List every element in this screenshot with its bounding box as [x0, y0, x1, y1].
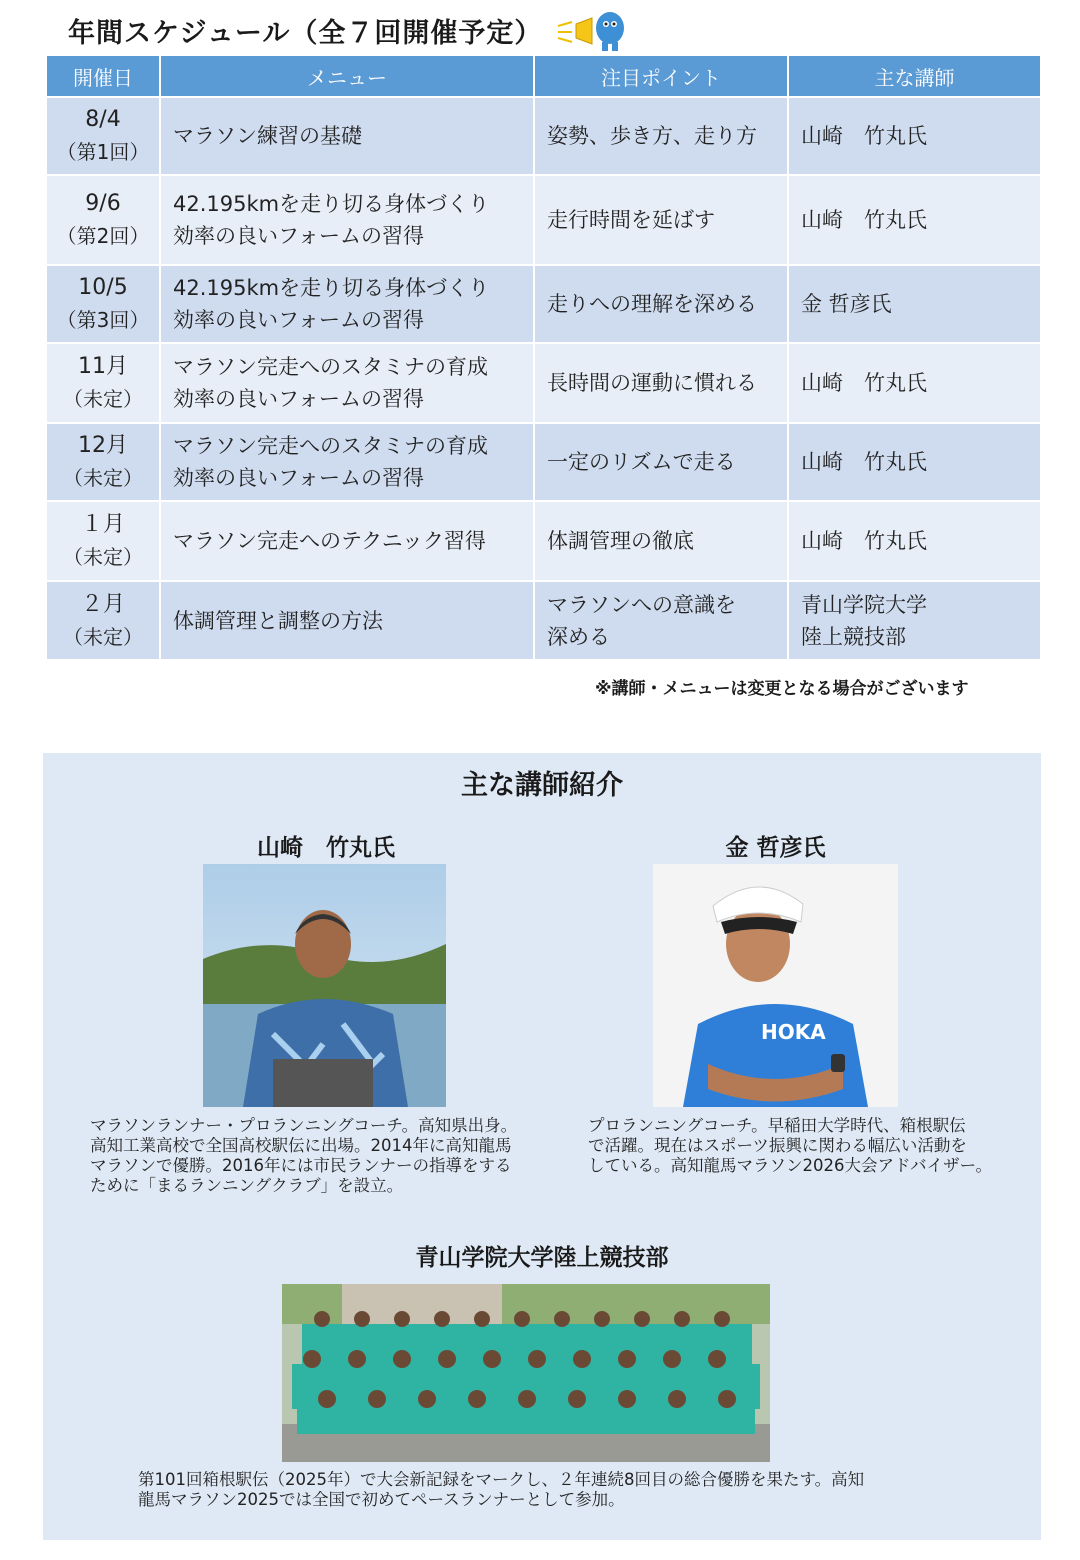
point-cell: [535, 424, 787, 500]
team-desc-aogaku: [138, 1470, 1018, 1510]
team-photo-image: [282, 1284, 770, 1462]
session-text: （第1回）: [56, 140, 150, 164]
menu-line: マラソン完走へのスタミナの育成: [173, 355, 488, 379]
photo-aogaku-team: [282, 1284, 770, 1462]
mascot-megaphone-icon: [556, 8, 628, 52]
instructor-cell: [789, 502, 1040, 580]
menu-cell: [161, 98, 533, 174]
page-title: 年間スケジュール（全７回開催予定）: [68, 17, 543, 49]
date-text: 12月: [78, 433, 128, 458]
menu-line: 42.195kmを走り切る身体づくり: [173, 192, 490, 216]
point-line: 長時間の運動に慣れる: [547, 371, 757, 395]
table-row: [47, 344, 1040, 422]
table-row: [47, 502, 1040, 580]
point-cell: [535, 502, 787, 580]
point-line: 走行時間を延ばす: [547, 208, 715, 232]
session-text: （未定）: [63, 624, 143, 649]
menu-line: 体調管理と調整の方法: [173, 608, 383, 633]
column-header-point: 注目ポイント: [535, 56, 787, 96]
desc-line: ために「まるランニングクラブ」を設立。: [90, 1176, 404, 1195]
point-line: 走りへの理解を深める: [547, 292, 757, 316]
menu-cell: [161, 582, 533, 659]
menu-line: 42.195kmを走り切る身体づくり: [173, 276, 490, 300]
menu-line: 効率の良いフォームの習得: [173, 387, 424, 411]
point-cell: [535, 266, 787, 342]
menu-line: マラソン完走へのスタミナの育成: [173, 434, 488, 458]
desc-line: している。高知龍馬マラソン2026大会アドバイザー。: [588, 1156, 993, 1175]
instructor-line: 陸上競技部: [801, 624, 906, 649]
table-header-row: [47, 56, 1040, 96]
menu-line: 効率の良いフォームの習得: [173, 308, 424, 332]
menu-line: 効率の良いフォームの習得: [173, 466, 424, 490]
instructor-line: 山崎 竹丸氏: [801, 450, 927, 474]
desc-line: プロランニングコーチ。早稲田大学時代、箱根駅伝: [588, 1116, 966, 1135]
table-row: [47, 424, 1040, 500]
date-text: １月: [80, 512, 125, 537]
instructor-intro-section: [43, 753, 1041, 1540]
instructor-desc-kin: [588, 1116, 1028, 1176]
date-text: 9/6: [85, 191, 121, 216]
desc-line: マラソンランナー・プロランニングコーチ。高知県出身。: [90, 1116, 518, 1135]
instructor-line: 山崎 竹丸氏: [801, 124, 927, 148]
table-row: [47, 176, 1040, 264]
point-line: 一定のリズムで走る: [547, 450, 736, 474]
session-text: （未定）: [63, 466, 143, 490]
portrait-image: [653, 864, 898, 1107]
date-cell: [47, 582, 159, 659]
point-line: 姿勢、歩き方、走り方: [547, 124, 757, 148]
photo-kin: [653, 864, 898, 1107]
point-line: 体調管理の徹底: [547, 529, 694, 553]
menu-line: マラソン完走へのテクニック習得: [173, 529, 486, 553]
menu-cell: [161, 424, 533, 500]
photo-yamasaki: [203, 864, 446, 1107]
point-line: 深める: [547, 624, 610, 649]
instructor-desc-yamasaki: [90, 1116, 560, 1196]
table-row: [47, 266, 1040, 342]
instructor-cell: [789, 176, 1040, 264]
date-cell: [47, 98, 159, 174]
desc-line: 第101回箱根駅伝（2025年）で大会新記録をマークし、２年連続8回目の総合優勝を果たす。高知: [138, 1470, 865, 1489]
date-cell: [47, 266, 159, 342]
instructor-name-yamasaki: 山崎 竹丸氏: [257, 835, 395, 861]
portrait-image: [203, 864, 446, 1107]
point-cell: [535, 582, 787, 659]
column-header-date: 開催日: [47, 56, 159, 96]
instructor-cell: [789, 424, 1040, 500]
menu-line: 効率の良いフォームの習得: [173, 224, 424, 248]
schedule-table: [45, 54, 1042, 661]
session-text: （未定）: [63, 545, 143, 569]
team-name-aogaku: 青山学院大学陸上競技部: [415, 1245, 669, 1271]
intro-title: 主な講師紹介: [461, 770, 623, 801]
desc-line: で活躍。現在はスポーツ振興に関わる幅広い活動を: [588, 1136, 967, 1155]
date-text: ２月: [80, 591, 125, 617]
point-cell: [535, 176, 787, 264]
instructor-line: 山崎 竹丸氏: [801, 208, 927, 232]
instructor-line: 山崎 竹丸氏: [801, 371, 927, 395]
instructor-line: 金 哲彦氏: [801, 292, 892, 316]
table-row: [47, 582, 1040, 659]
menu-cell: [161, 344, 533, 422]
change-notice: ※講師・メニューは変更となる場合がございます: [595, 679, 969, 699]
point-line: マラソンへの意識を: [547, 592, 736, 617]
instructor-cell: [789, 344, 1040, 422]
date-cell: [47, 344, 159, 422]
date-text: 11月: [78, 354, 128, 379]
instructor-cell: [789, 582, 1040, 659]
menu-cell: [161, 502, 533, 580]
date-text: 8/4: [85, 107, 121, 132]
date-cell: [47, 176, 159, 264]
menu-cell: [161, 266, 533, 342]
date-text: 10/5: [78, 275, 128, 300]
session-text: （第3回）: [56, 308, 150, 332]
column-header-menu: メニュー: [161, 56, 533, 96]
session-text: （第2回）: [56, 224, 150, 248]
date-cell: [47, 424, 159, 500]
svg-text:HOKA: HOKA: [761, 1020, 826, 1044]
desc-line: 高知工業高校で全国高校駅伝に出場。2014年に高知龍馬: [90, 1136, 512, 1155]
menu-cell: [161, 176, 533, 264]
table-row: [47, 98, 1040, 174]
desc-line: 龍馬マラソン2025では全国で初めてペースランナーとして参加。: [138, 1490, 625, 1509]
menu-line: マラソン練習の基礎: [173, 124, 362, 148]
instructor-line: 山崎 竹丸氏: [801, 529, 927, 553]
instructor-line: 青山学院大学: [801, 592, 927, 617]
instructor-cell: [789, 266, 1040, 342]
date-cell: [47, 502, 159, 580]
instructor-cell: [789, 98, 1040, 174]
desc-line: マラソンで優勝。2016年には市民ランナーの指導をする: [90, 1156, 512, 1175]
instructor-name-kin: 金 哲彦氏: [725, 835, 826, 861]
column-header-instructor: 主な講師: [789, 56, 1040, 96]
point-cell: [535, 98, 787, 174]
point-cell: [535, 344, 787, 422]
session-text: （未定）: [63, 387, 143, 411]
title-row: [68, 8, 628, 52]
